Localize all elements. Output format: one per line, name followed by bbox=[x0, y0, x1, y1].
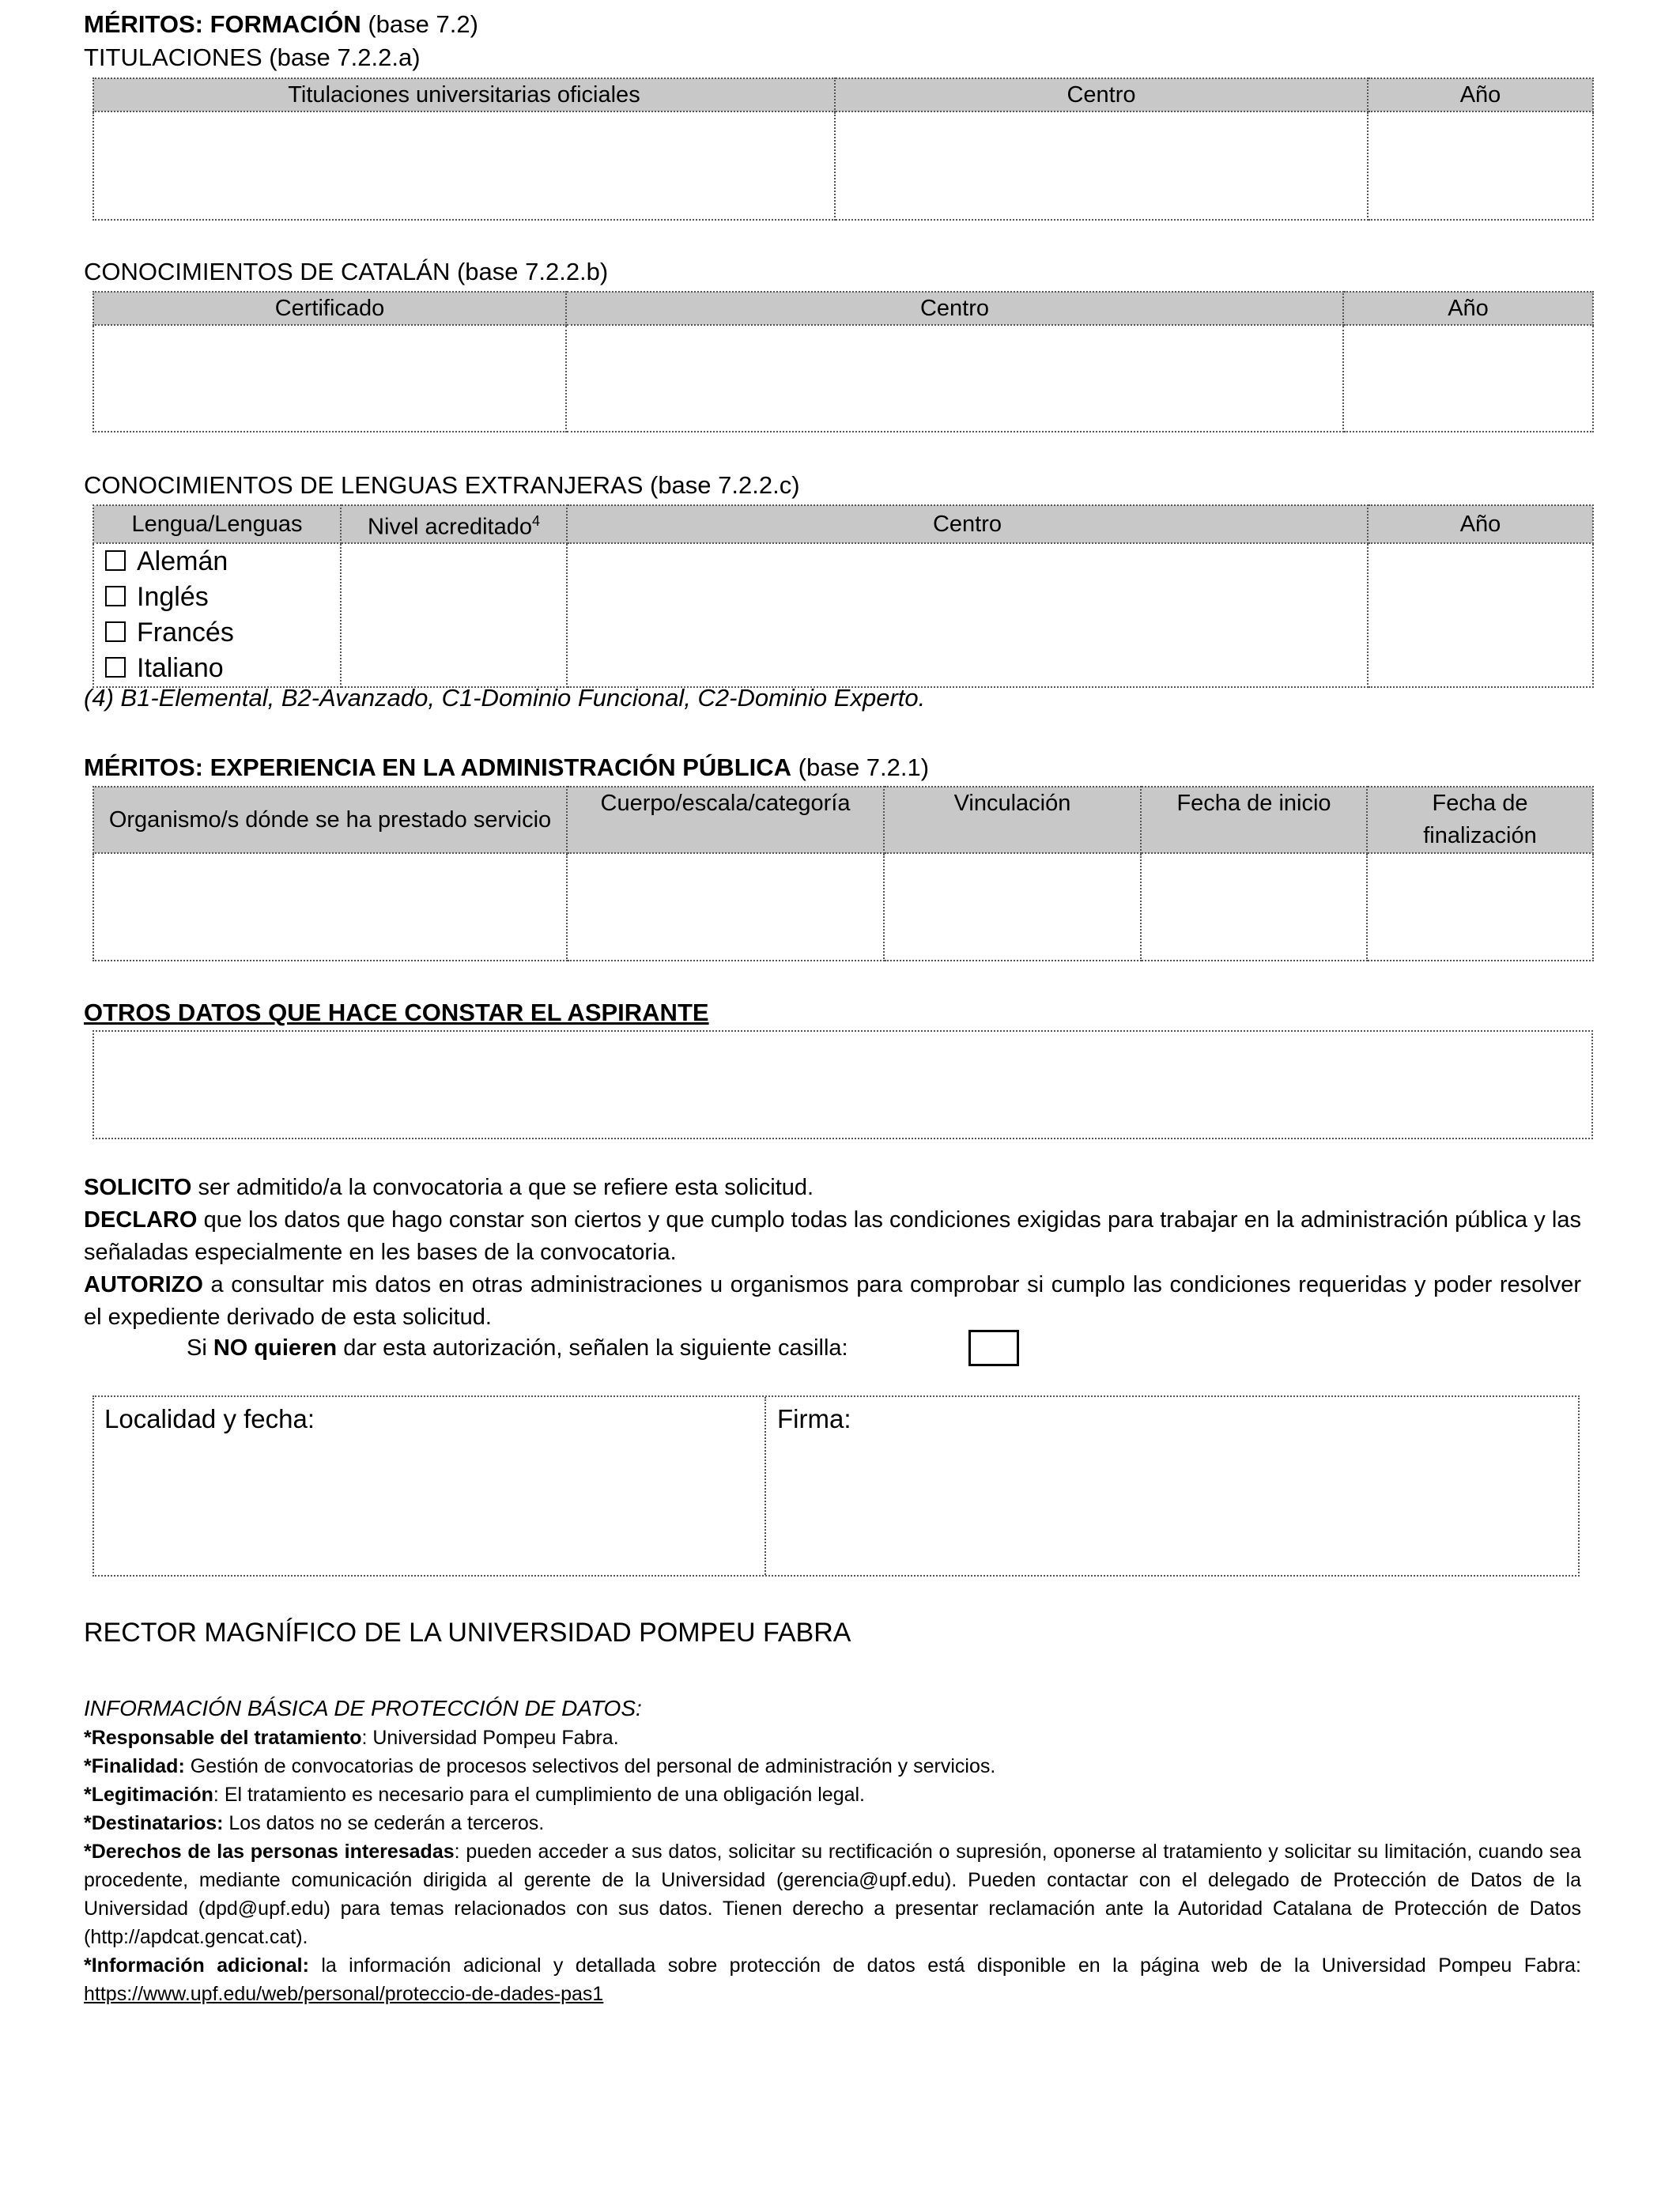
catalan-table bbox=[92, 291, 1594, 432]
experiencia-table bbox=[92, 786, 1594, 961]
lenguas-footnote: (4) B1-Elemental, B2-Avanzado, C1-Dominio Funcional, C2-Dominio Experto. bbox=[84, 684, 926, 712]
otros-title: OTROS DATOS QUE HACE CONSTAR EL ASPIRANTE bbox=[84, 999, 709, 1026]
checkbox-frances[interactable] bbox=[105, 621, 126, 642]
localidad-fecha-label: Localidad y fecha: bbox=[104, 1404, 315, 1433]
solicito-line bbox=[84, 1172, 1581, 1204]
experiencia-header-fecha-fin: Fecha de finalización bbox=[1367, 787, 1593, 853]
adicional-label: *Información adicional: bbox=[84, 1954, 309, 1977]
lenguas-header-nivel bbox=[341, 505, 567, 543]
experiencia-header-organismo: Organismo/s dónde se ha prestado servicio bbox=[93, 787, 567, 853]
titulaciones-header-titulaciones: Titulaciones universitarias oficiales bbox=[93, 78, 835, 111]
experiencia-header-vinculacion: Vinculación bbox=[884, 787, 1141, 853]
catalan-header-centro: Centro bbox=[566, 292, 1343, 325]
adicional-line bbox=[84, 1951, 1581, 2008]
titulaciones-cell-titulaciones[interactable] bbox=[93, 111, 835, 220]
catalan-title: CONOCIMIENTOS DE CATALÁN (base 7.2.2.b) bbox=[84, 258, 609, 285]
firma-label: Firma: bbox=[777, 1404, 851, 1433]
finalidad-text: Gestión de convocatorias de procesos selectivos del personal de administración y servicios. bbox=[184, 1755, 996, 1777]
experiencia-cell-vinculacion[interactable] bbox=[884, 853, 1141, 961]
proteccion-link[interactable]: https://www.upf.edu/web/personal/proteccio-de-dades-pas1 bbox=[84, 1983, 604, 2005]
experiencia-title bbox=[84, 753, 929, 783]
otros-datos-box[interactable] bbox=[92, 1030, 1593, 1139]
legitimacion-text: : El tratamiento es necesario para el cumplimiento de una obligación legal. bbox=[213, 1784, 866, 1806]
proteccion-datos bbox=[84, 1694, 1581, 2008]
experiencia-cell-fecha-inicio[interactable] bbox=[1141, 853, 1367, 961]
derechos-label: *Derechos de las personas interesadas bbox=[84, 1841, 455, 1863]
autorizo-text: a consultar mis datos en otras administraciones u organismos para comprobar si cumplo las condiciones requeridas y poder resolver el expediente derivado de esta solicitud. bbox=[84, 1272, 1581, 1330]
declaro-line bbox=[84, 1204, 1581, 1269]
experiencia-cell-cuerpo[interactable] bbox=[567, 853, 884, 961]
lenguas-cell-centro[interactable] bbox=[567, 543, 1368, 687]
solicito-text: ser admitido/a la convocatoria a que se refiere esta solicitud. bbox=[191, 1175, 814, 1200]
footnote-mark: 4 bbox=[531, 513, 540, 529]
language-label-ingles: Inglés bbox=[137, 581, 209, 612]
language-label-frances: Francés bbox=[137, 617, 234, 648]
lenguas-cell-nivel[interactable] bbox=[341, 543, 567, 687]
lenguas-header-centro: Centro bbox=[567, 505, 1368, 543]
checkbox-italiano[interactable] bbox=[105, 657, 126, 678]
catalan-cell-centro[interactable] bbox=[566, 325, 1343, 432]
responsable-label: *Responsable del tratamiento bbox=[84, 1727, 362, 1749]
catalan-cell-ano[interactable] bbox=[1343, 325, 1593, 432]
language-option-italiano[interactable] bbox=[94, 651, 340, 686]
solicito-bold: SOLICITO bbox=[84, 1175, 192, 1200]
checkbox-ingles[interactable] bbox=[105, 586, 126, 606]
experiencia-title-bold: MÉRITOS: EXPERIENCIA EN LA ADMINISTRACIÓN PÚBLICA bbox=[84, 753, 792, 781]
titulaciones-header-ano: Año bbox=[1368, 78, 1593, 111]
titulaciones-cell-ano[interactable] bbox=[1368, 111, 1593, 220]
experiencia-cell-organismo[interactable] bbox=[93, 853, 567, 961]
experiencia-title-base: (base 7.2.1) bbox=[791, 753, 930, 781]
language-option-ingles[interactable] bbox=[94, 580, 340, 615]
destinatarios-line bbox=[84, 1809, 1581, 1837]
autorizo-line bbox=[84, 1269, 1581, 1334]
derechos-text: : pueden acceder a sus datos, solicitar su rectificación o supresión, oponerse al tratamiento y solicitar su limitación, cuando sea procedente, mediante comunicación dirigida al gerente de la Universidad (gerencia@upf.edu). Pueden contactar con el delegado de Protección de Datos de la Universidad (dpd@upf.edu) para temas relacionados con sus datos. Tienen derecho a presentar reclamación ante la Autoridad Catalana de Protección de Datos (http://apdcat.gencat.cat). bbox=[84, 1841, 1581, 1948]
language-label-aleman: Alemán bbox=[137, 546, 228, 576]
lenguas-header-nivel-label: Nivel acreditado bbox=[368, 514, 532, 540]
finalidad-line bbox=[84, 1752, 1581, 1781]
language-option-aleman[interactable] bbox=[94, 544, 340, 580]
section-formacion-base: (base 7.2) bbox=[361, 10, 478, 38]
catalan-cell-certificado[interactable] bbox=[93, 325, 566, 432]
no-autorizacion-line bbox=[187, 1332, 848, 1365]
proteccion-title: INFORMACIÓN BÁSICA DE PROTECCIÓN DE DATOS: bbox=[84, 1696, 642, 1720]
no-autorizacion-bold: NO quieren bbox=[213, 1335, 338, 1361]
no-autorizacion-pre: Si bbox=[187, 1335, 213, 1361]
titulaciones-header-centro: Centro bbox=[835, 78, 1368, 111]
responsable-text: : Universidad Pompeu Fabra. bbox=[361, 1727, 619, 1749]
destinatarios-text: Los datos no se cederán a terceros. bbox=[223, 1812, 545, 1834]
lenguas-header-lengua: Lengua/Lenguas bbox=[93, 505, 341, 543]
localidad-fecha-field[interactable] bbox=[94, 1397, 764, 1575]
language-option-frances[interactable] bbox=[94, 615, 340, 651]
declaro-text: que los datos que hago constar son ciertos y que cumplo todas las condiciones exigidas para trabajar en la administración pública y las señaladas especialmente en les bases de la convocatoria. bbox=[84, 1207, 1581, 1265]
no-autorizacion-checkbox[interactable] bbox=[968, 1330, 1019, 1366]
derechos-line bbox=[84, 1837, 1581, 1951]
autorizo-bold: AUTORIZO bbox=[84, 1272, 203, 1297]
experiencia-header-cuerpo: Cuerpo/escala/categoría bbox=[567, 787, 884, 853]
titulaciones-cell-centro[interactable] bbox=[835, 111, 1368, 220]
finalidad-label: *Finalidad: bbox=[84, 1755, 185, 1777]
declaraciones bbox=[84, 1172, 1581, 1334]
lenguas-header-ano: Año bbox=[1368, 505, 1593, 543]
responsable-line bbox=[84, 1724, 1581, 1752]
adicional-text: la información adicional y detallada sobre protección de datos está disponible en la página web de la Universidad Pompeu Fabra: bbox=[308, 1954, 1581, 1977]
no-autorizacion-text: dar esta autorización, señalen la siguiente casilla: bbox=[337, 1335, 848, 1361]
firma-box bbox=[92, 1395, 1580, 1577]
declaro-bold: DECLARO bbox=[84, 1207, 198, 1233]
rector-title: RECTOR MAGNÍFICO DE LA UNIVERSIDAD POMPEU FABRA bbox=[84, 1618, 851, 1648]
section-formacion-bold: MÉRITOS: FORMACIÓN bbox=[84, 10, 361, 38]
legitimacion-line bbox=[84, 1781, 1581, 1809]
lenguas-title: CONOCIMIENTOS DE LENGUAS EXTRANJERAS (base 7.2.2.c) bbox=[84, 471, 800, 499]
titulaciones-table bbox=[92, 77, 1594, 221]
destinatarios-label: *Destinatarios: bbox=[84, 1812, 224, 1834]
legitimacion-label: *Legitimación bbox=[84, 1784, 213, 1806]
firma-field[interactable] bbox=[766, 1397, 1578, 1575]
lenguas-cell-ano[interactable] bbox=[1368, 543, 1593, 687]
catalan-header-ano: Año bbox=[1343, 292, 1593, 325]
catalan-header-certificado: Certificado bbox=[93, 292, 566, 325]
section-formacion-title bbox=[84, 9, 478, 40]
titulaciones-title: TITULACIONES (base 7.2.2.a) bbox=[84, 43, 421, 71]
language-label-italiano: Italiano bbox=[137, 652, 224, 683]
checkbox-aleman[interactable] bbox=[105, 550, 126, 571]
experiencia-cell-fecha-fin[interactable] bbox=[1367, 853, 1593, 961]
lenguas-cell-lenguas bbox=[93, 543, 341, 687]
experiencia-header-fecha-inicio: Fecha de inicio bbox=[1141, 787, 1367, 853]
lenguas-table bbox=[92, 504, 1594, 688]
